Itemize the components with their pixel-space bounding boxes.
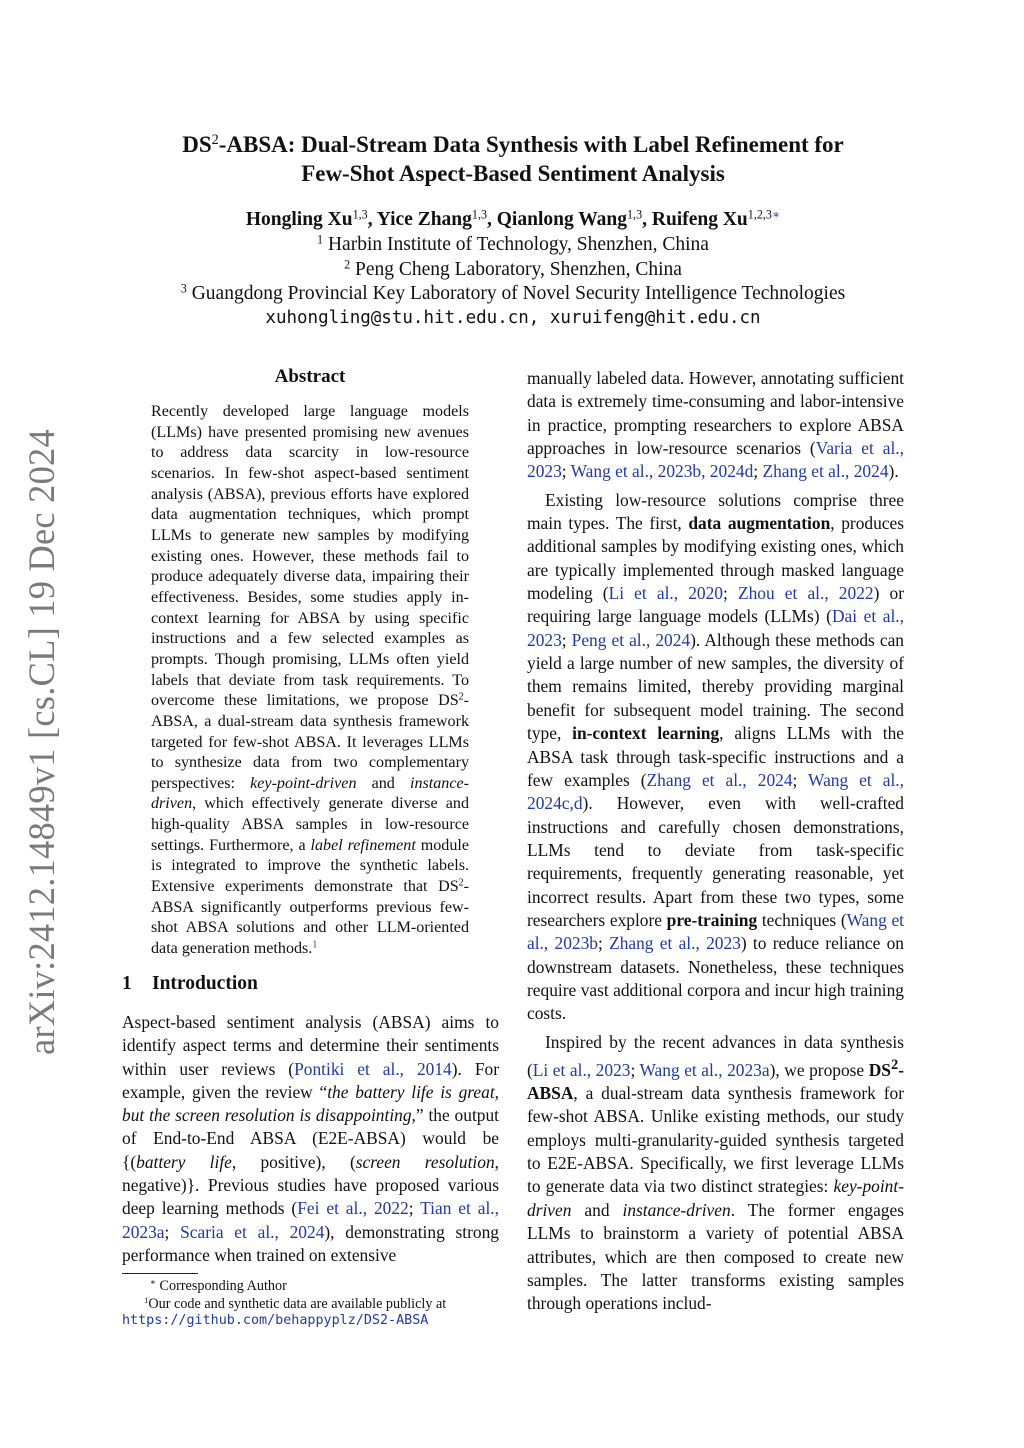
- emphasis: screen resolution: [355, 1151, 495, 1172]
- framework-name-part: -ABSA: [527, 1059, 904, 1104]
- title-superscript: 2: [211, 132, 219, 149]
- footnote-mark: 1: [144, 1295, 149, 1306]
- paper-title: [80, 130, 946, 188]
- body-text: ;: [723, 583, 738, 604]
- body-text: ), demonstrating strong performance when trained on extensive: [122, 1221, 499, 1265]
- citation-link[interactable]: Zhou et al., 2022: [737, 583, 874, 604]
- author-name: Hongling Xu: [245, 209, 353, 230]
- body-text: ). For example, given the review “: [122, 1058, 499, 1102]
- emphasis: key-point-driven: [527, 1176, 904, 1220]
- body-text: . The former engages LLMs to brainstorm a variety of potential ABSA attributes, which are then composed to create new samples. The latter transforms existing samples through operations includ-: [527, 1199, 904, 1314]
- author-list: [80, 207, 946, 233]
- affiliation-number: 1: [317, 232, 324, 247]
- affiliation-line: [80, 233, 946, 258]
- footnote-rule: [122, 1273, 198, 1274]
- section-title: Introduction: [152, 973, 258, 994]
- body-text: ;: [753, 461, 763, 482]
- affiliation-text: Guangdong Provincial Key Laboratory of Novel Security Intelligence Technologies: [191, 283, 846, 304]
- body-text: ) to reduce reliance on downstream datasets. Nonetheless, these techniques require vast additional corpora and incur high training costs.: [527, 933, 904, 1024]
- body-text: ). Although these methods can yield a large number of new samples, the diversity of them remains limited, thereby providing marginal benefit for subsequent model training. The second type,: [527, 629, 904, 744]
- emphasis: key-point-driven: [250, 774, 357, 792]
- superscript: 2: [458, 691, 464, 703]
- body-text: ;: [164, 1221, 181, 1242]
- framework-name-part: DS: [868, 1059, 891, 1080]
- bold-term: data augmentation: [688, 513, 831, 534]
- author-affiliation-marks: 1,3: [352, 207, 368, 222]
- body-text: ). However, even with well-crafted instructions and carefully chosen demonstrations, LLMs tend to deviate from task-specific requirements, frequently generating reasonable, yet incorrect results. Apart from these two types, some researchers explore: [527, 793, 904, 930]
- emphasis: the battery life is great, but the screen resolution is disappointing,: [122, 1081, 499, 1126]
- emphasis: instance-driven: [622, 1199, 731, 1220]
- title-prefix: DS: [182, 132, 212, 157]
- author-separator: ,: [642, 209, 652, 230]
- author-affiliation-marks: 1,3: [471, 207, 488, 222]
- body-text: ;: [597, 933, 610, 954]
- body-text: ;: [561, 461, 571, 482]
- footnote-code-availability: [122, 1295, 499, 1313]
- body-text: , negative)}. Previous studies have proposed various deep learning methods (: [122, 1151, 499, 1219]
- body-text: ;: [630, 1059, 640, 1080]
- body-text: ;: [792, 769, 809, 790]
- affiliation-number: 2: [344, 256, 351, 271]
- abstract-text: -ABSA significantly outperforms previous few-shot ABSA solutions and other LLM-oriented data generation methods.: [151, 878, 469, 958]
- introduction-left-column: [122, 1011, 499, 1267]
- abstract-body: [151, 402, 469, 960]
- affiliation-text: Harbin Institute of Technology, Shenzhen, China: [327, 234, 709, 255]
- author-emails: xuhongling@stu.hit.edu.cn, xuruifeng@hit.edu.cn: [265, 308, 761, 328]
- abstract-text: -ABSA, a dual-stream data synthesis framework targeted for few-shot ABSA. It leverages LLMs to synthesize data from two complementary perspectives:: [151, 692, 469, 792]
- citation-link[interactable]: Dai et al., 2023: [527, 606, 904, 650]
- citation-link[interactable]: Tian et al., 2023a: [122, 1198, 500, 1242]
- author-affiliation-marks: 1,3: [627, 207, 643, 222]
- author-affiliation-marks: [748, 207, 780, 221]
- citation-link[interactable]: Wang et al., 2023b, 2024d: [570, 461, 754, 482]
- affiliation-numbers: 1,2,3: [747, 207, 772, 222]
- body-text: , positive), (: [231, 1151, 356, 1172]
- citation-link[interactable]: Zhang et al., 2023: [609, 933, 741, 954]
- citation-link[interactable]: Zhang et al., 2024: [762, 461, 889, 482]
- body-text: , a dual-stream data synthesis framework for few-shot ABSA. Unlike existing methods, our study employs multi-granularity-guided synthesis targeted to E2E-ABSA. Specifically, we first leverage LLMs to generate data via two distinct strategies:: [527, 1083, 904, 1197]
- body-text: Inspired by the recent advances in data synthesis (: [527, 1031, 904, 1080]
- footnote-mark: ∗: [150, 1277, 156, 1288]
- abstract-text: Recently developed large language models (LLMs) have presented promising new avenues to address data scarcity in low-resource scenarios. In few-shot aspect-based sentiment analysis (ABSA), previous efforts have explored data augmentation techniques, which prompt LLMs to generate new samples by modifying existing ones. However, these methods fail to produce adequately diverse data, impairing their effectiveness. Besides, some studies apply in-context learning for ABSA by using specific instructions and a few selected examples as prompts. Though promising, LLMs often yield labels that deviate from task requirements. To overcome these limitations, we propose DS: [151, 403, 469, 710]
- author-separator: ,: [367, 209, 377, 230]
- abstract-text: module is integrated to improve the synthetic labels. Extensive experiments demonstrate that DS: [151, 836, 469, 896]
- body-text: ” the output of End-to-End ABSA (E2E-ABSA) would be {(: [122, 1105, 499, 1172]
- body-text: , produces additional samples by modifying existing ones, which are typically implemented through masked language modeling (: [527, 513, 904, 604]
- body-text: ;: [408, 1198, 421, 1219]
- section-heading-introduction: [122, 973, 258, 995]
- body-text: ).: [888, 461, 899, 482]
- emphasis: battery life: [136, 1151, 232, 1172]
- arxiv-identifier-stamp: arXiv:2412.14849v1 [cs.CL] 19 Dec 2024: [21, 429, 62, 1055]
- emphasis: label refinement: [310, 836, 416, 854]
- body-text: techniques (: [757, 909, 847, 930]
- body-text: ;: [561, 629, 572, 650]
- affiliation-number: 3: [180, 281, 187, 296]
- affiliation-text: Peng Cheng Laboratory, Shenzhen, China: [355, 258, 682, 280]
- title-line1: -ABSA: Dual-Stream Data Synthesis with Label Refinement for: [218, 132, 844, 157]
- author-name: Qianlong Wang: [496, 209, 628, 230]
- citation-link[interactable]: Pontiki et al., 2014: [294, 1058, 452, 1079]
- footnote-1-link[interactable]: 1: [312, 939, 318, 951]
- bold-term: pre-training: [666, 909, 758, 930]
- paragraph: [527, 1031, 904, 1316]
- introduction-right-column: [527, 367, 904, 1316]
- abstract-text: and: [356, 774, 410, 792]
- abstract-heading: Abstract: [274, 366, 346, 387]
- author-name: Yice Zhang: [376, 209, 472, 230]
- footnote-text: Our code and synthetic data are available publicly at: [148, 1296, 447, 1312]
- github-repository-link[interactable]: https://github.com/behappyplz/DS2-ABSA: [122, 1313, 429, 1328]
- title-line2: Few-Shot Aspect-Based Sentiment Analysis: [301, 161, 725, 186]
- citation-link[interactable]: Wang et al., 2023a: [639, 1059, 770, 1080]
- superscript: 2: [458, 877, 464, 889]
- bold-term: in-context learning: [572, 723, 720, 744]
- citation-link[interactable]: Varia et al., 2023: [527, 438, 905, 482]
- corresponding-author-mark[interactable]: ∗: [771, 207, 781, 222]
- body-text: Aspect-based sentiment analysis (ABSA) aims to identify aspect terms and determine their sentiments within user reviews (: [122, 1012, 499, 1079]
- body-text: ), we propose: [769, 1059, 869, 1080]
- affiliation-line: [80, 258, 946, 283]
- body-text: , aligns LLMs with the ABSA task through task-specific instructions and a few examples (: [527, 723, 905, 790]
- citation-link[interactable]: Peng et al., 2024: [571, 629, 691, 650]
- paragraph: [527, 367, 904, 484]
- paragraph: [122, 1011, 499, 1267]
- body-text: manually labeled data. However, annotating sufficient data is extremely time-consuming and labor-intensive in practice, prompting researchers to explore ABSA approaches in low-resource scenarios (: [527, 368, 904, 459]
- footnote-corresponding-author: [122, 1277, 499, 1295]
- citation-link[interactable]: Fei et al., 2022: [297, 1198, 409, 1219]
- citation-link[interactable]: Zhang et al., 2024: [646, 769, 793, 790]
- superscript: 2: [890, 1056, 899, 1073]
- emphasis: instance-driven: [151, 774, 469, 813]
- citation-link[interactable]: Li et al., 2020: [608, 583, 723, 604]
- citation-link[interactable]: Scaria et al., 2024: [180, 1221, 325, 1242]
- body-text: ) or requiring large language models (LLMs) (: [527, 583, 904, 627]
- footnote-text: Corresponding Author: [159, 1278, 287, 1294]
- body-text: and: [571, 1199, 623, 1220]
- affiliation-line: [80, 282, 946, 307]
- section-number: 1: [122, 973, 132, 994]
- citation-link[interactable]: Wang et al., 2024c,d: [527, 769, 904, 814]
- abstract-text: , which effectively generate diverse and high-quality ABSA samples in low-resource settings. Furthermore, a: [151, 795, 469, 854]
- affiliations: [80, 233, 946, 307]
- body-text: Existing low-resource solutions comprise three main types. The first,: [527, 489, 904, 534]
- citation-link[interactable]: Li et al., 2023: [532, 1059, 631, 1080]
- citation-link[interactable]: Wang et al., 2023b: [527, 909, 904, 954]
- author-name: Ruifeng Xu: [651, 209, 748, 230]
- author-separator: ,: [487, 209, 497, 230]
- paragraph: [527, 489, 904, 1026]
